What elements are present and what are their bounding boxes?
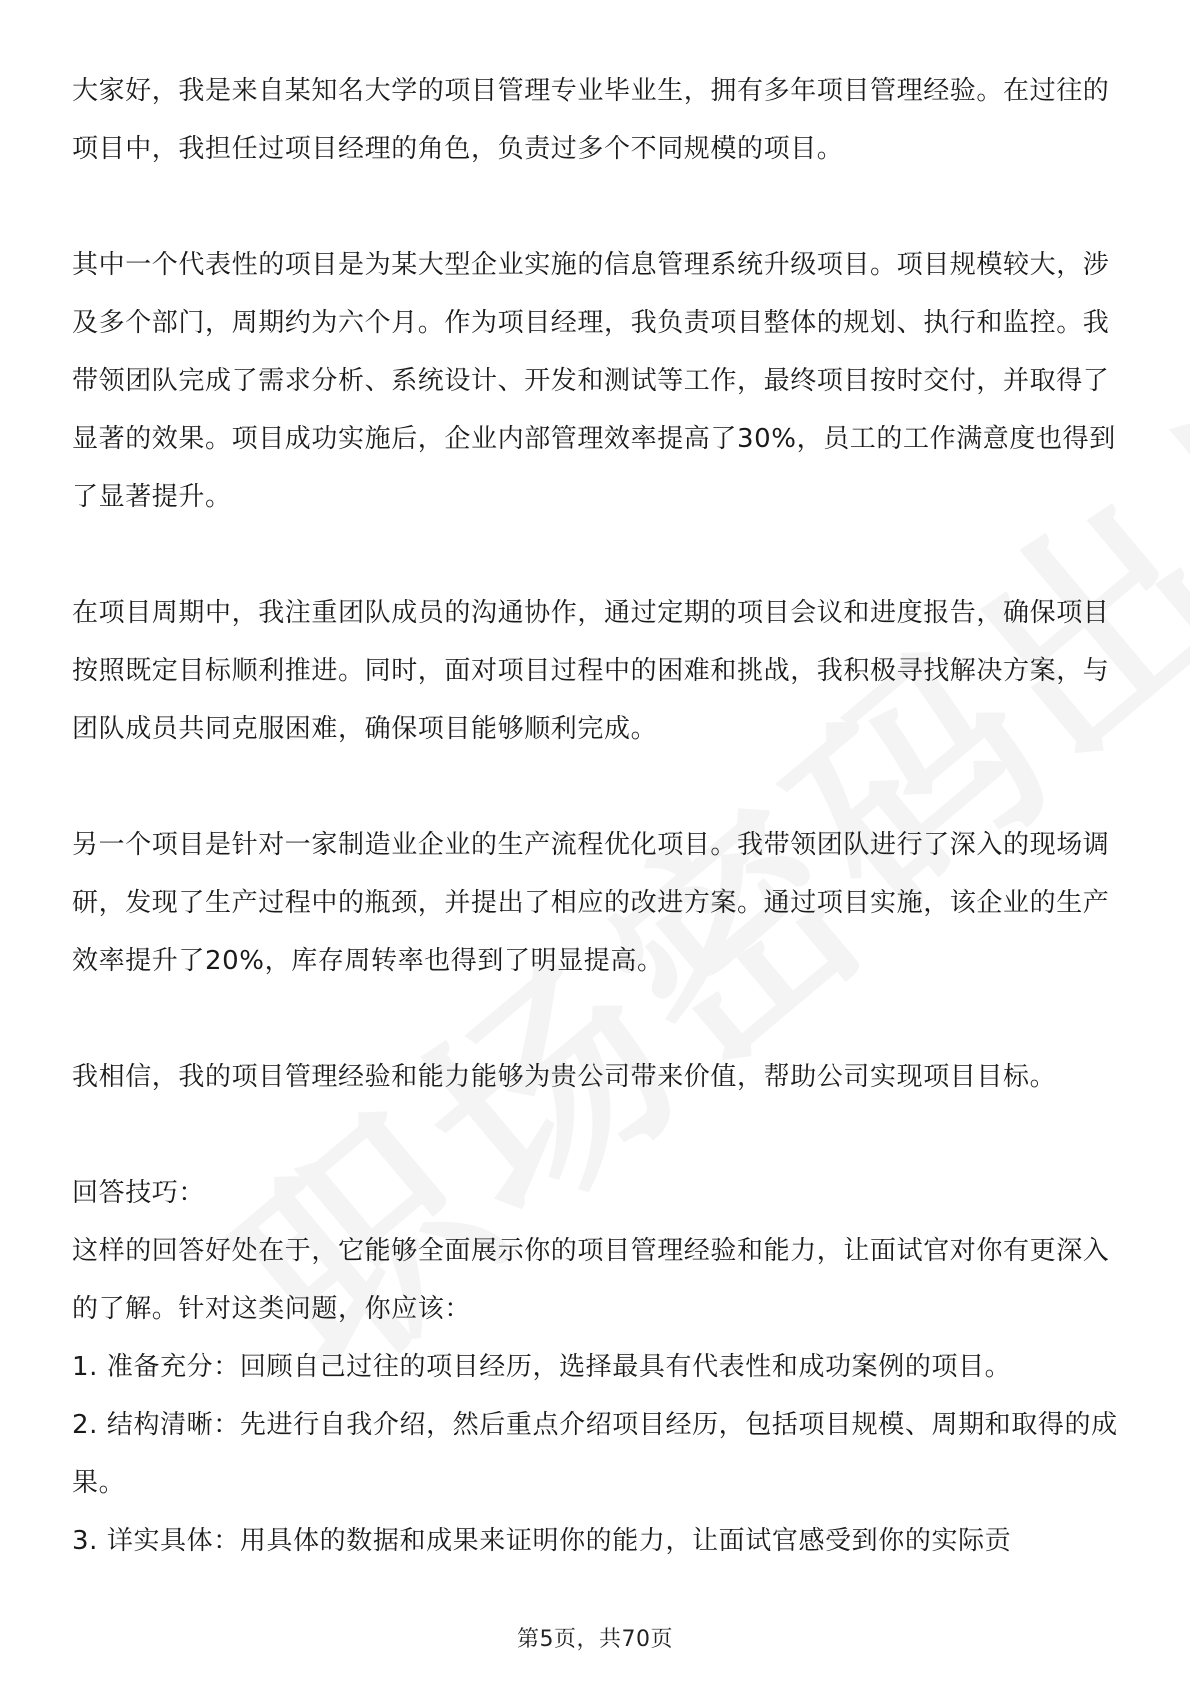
tips-item: 2. 结构清晰：先进行自我介绍，然后重点介绍项目经历，包括项目规模、周期和取得的成果。 [72, 1410, 1118, 1498]
tips-heading: 回答技巧： [72, 1178, 206, 1208]
tips-item: 3. 详实具体：用具体的数据和成果来证明你的能力，让面试官感受到你的实际贡 [72, 1526, 1012, 1556]
paragraph-project-one: 其中一个代表性的项目是为某大型企业实施的信息管理系统升级项目。项目规模较大，涉及多个部门，周期约为六个月。作为项目经理，我负责项目整体的规划、执行和监控。我带领团队完成了需求分析、系统设计、开发和测试等工作，最终项目按时交付，并取得了显著的效果。项目成功实施后，企业内部管理效率提高了30%，员工的工作满意度也得到了显著提升。 [72, 250, 1116, 512]
paragraph-closing: 我相信，我的项目管理经验和能力能够为贵公司带来价值，帮助公司实现项目目标。 [72, 1062, 1057, 1092]
page-number: 第5页，共70页 [517, 1627, 673, 1652]
document-body [72, 62, 1122, 1570]
paragraph-intro: 大家好，我是来自某知名大学的项目管理专业毕业生，拥有多年项目管理经验。在过往的项目中，我担任过项目经理的角色，负责过多个不同规模的项目。 [72, 76, 1110, 164]
tips-item: 1. 准备充分：回顾自己过往的项目经历，选择最具有代表性和成功案例的项目。 [72, 1352, 1012, 1382]
tips-intro: 这样的回答好处在于，它能够全面展示你的项目管理经验和能力，让面试官对你有更深入的了解。针对这类问题，你应该： [72, 1236, 1110, 1324]
paragraph-teamwork: 在项目周期中，我注重团队成员的沟通协作，通过定期的项目会议和进度报告，确保项目按照既定目标顺利推进。同时，面对项目过程中的困难和挑战，我积极寻找解决方案，与团队成员共同克服困难，确保项目能够顺利完成。 [72, 598, 1110, 744]
paragraph-project-two: 另一个项目是针对一家制造业企业的生产流程优化项目。我带领团队进行了深入的现场调研，发现了生产过程中的瓶颈，并提出了相应的改进方案。通过项目实施，该企业的生产效率提升了20%，库存周转率也得到了明显提高。 [72, 830, 1110, 976]
